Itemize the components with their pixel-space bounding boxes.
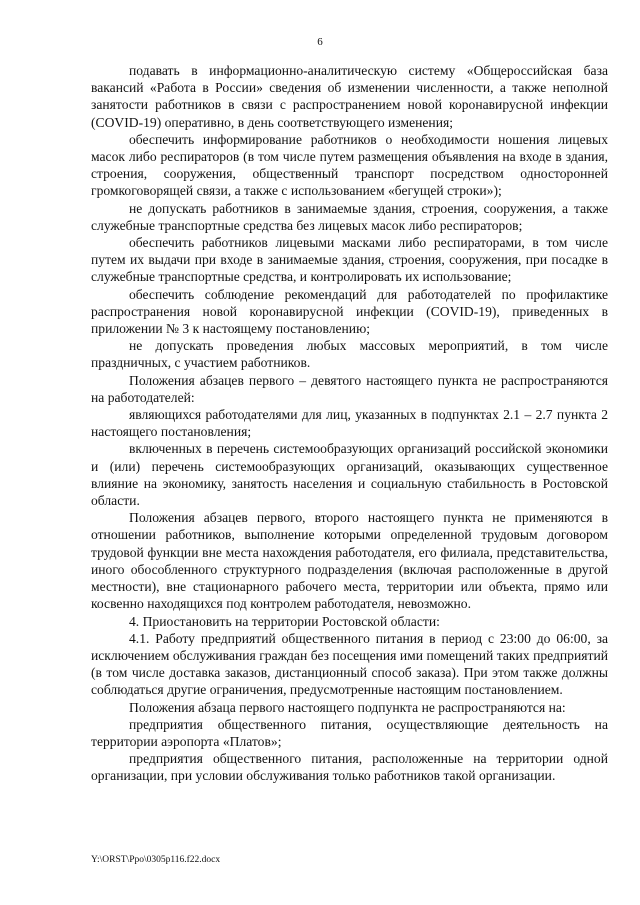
paragraph: обеспечить работников лицевыми масками либо респираторами, в том числе путем их выдачи при входе в занимаемые здания, строения, сооружения, при посадке в служебные транспортные средства, и контролировать их использование;	[91, 235, 608, 285]
paragraph: обеспечить соблюдение рекомендаций для работодателей по профилактике распространения новой коронавирусной инфекции (COVID-19), приведенных в приложении № 3 к настоящему постановлению;	[91, 286, 608, 337]
file-path-footer: Y:\ORST\Ppo\0305p116.f22.docx	[91, 855, 221, 865]
paragraph: подавать в информационно-аналитическую систему «Общероссийская база вакансий «Работа в России» сведения об изменении численности, а также неполной занятости работников в связи с распространением новой коронавирусной инфекции (COVID-19) оперативно, в день соответствующего изменения;	[91, 63, 608, 130]
paragraph: включенных в перечень системообразующих организаций российской экономики и (или) перечень системообразующих организаций, оказывающих существенное влияние на экономику, занятость населения и социальную стабильность в Ростовской области.	[91, 441, 608, 509]
paragraph: Положения абзацев первого – девятого настоящего пункта не распространяются на работодателей:	[91, 372, 608, 405]
paragraph: 4.1. Работу предприятий общественного питания в период с 23:00 до 06:00, за исключением обслуживания граждан без посещения ими помещений таких предприятий (в том числе доставка заказов, дистанционный способ заказа). При этом также должны соблюдаться другие ограничения, предусмотренные настоящим постановлением.	[91, 630, 608, 698]
paragraph: Положения абзацев первого, второго настоящего пункта не применяются в отношении работников, выполнение которыми определенной трудовым договором трудовой функции вне места нахождения работодателя, его филиала, представительства, иного обособленного структурного подразделения (включая расположенные в другой местности), вне стационарного рабочего места, территории или объекта, прямо или косвенно находящихся под контролем работодателя, невозможно.	[91, 510, 608, 612]
paragraph: обеспечить информирование работников о необходимости ношения лицевых масок либо респираторов (в том числе путем размещения объявления на входе в здания, строения, сооружения, общественный транспорт посредством односторонней громкоговорящей связи, а также с использованием «бегущей строки»);	[91, 131, 608, 199]
paragraph: Положения абзаца первого настоящего подпункта не распространяются на:	[129, 699, 566, 715]
paragraph: предприятия общественного питания, осуществляющие деятельность на территории аэропорта «Платов»;	[91, 716, 608, 749]
paragraph: являющихся работодателями для лиц, указанных в подпунктах 2.1 – 2.7 пункта 2 настоящего постановления;	[91, 407, 608, 440]
paragraph: не допускать работников в занимаемые здания, строения, сооружения, а также служебные транспортные средства без лицевых масок либо респираторов;	[91, 200, 608, 233]
paragraph: предприятия общественного питания, расположенные на территории одной организации, при условии обслуживания только работников такой организации.	[91, 751, 608, 784]
paragraph: 4. Приостановить на территории Ростовской области:	[129, 613, 440, 629]
document-body	[91, 62, 608, 785]
page-number: 6	[317, 36, 323, 48]
paragraph: не допускать проведения любых массовых мероприятий, в том числе праздничных, с участием работников.	[91, 338, 608, 371]
